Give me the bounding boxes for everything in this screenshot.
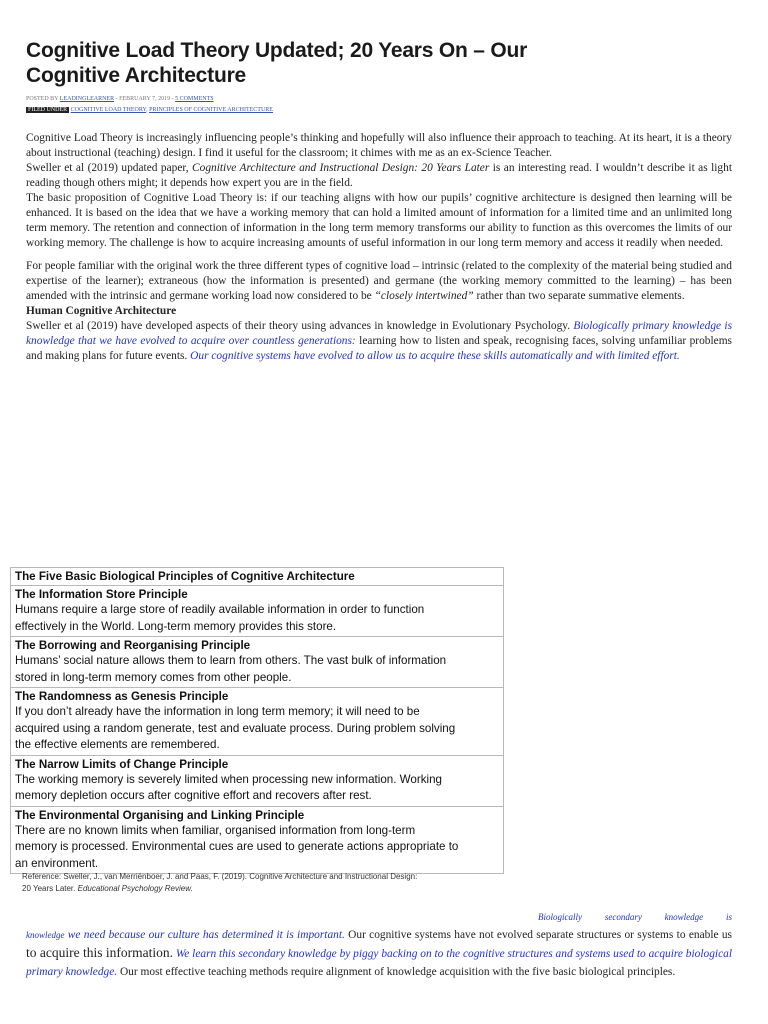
principle-name: The Borrowing and Reorganising Principle <box>15 639 251 652</box>
paragraph-basic-proposition: The basic proposition of Cognitive Load Theory is: if our teaching aligns with how our pupils’ cognitive architecture is designed then learning will be enhanced. It is based on the idea that we have a working memory that can hold a limited amount of information for a limited time and an unlimited long term memory. The retention and connection of information in the long term memory transforms our ability to function as this overcomes the limits of our working memory. The challenge is how to acquire increasing amounts of useful information in our long term memory and access it readily when needed. <box>26 192 732 249</box>
paragraph-secondary-knowledge: Biologically secondary knowledge is knowledge we need because our culture has determined it is important. Our cognitive systems have not evolved separate structures or systems to enable us to acquire this information. We learn this secondary knowledge by piggy backing on to the cognitive structures and systems used to acquire biological primary knowledge. Our most effective teaching methods require alignment of knowledge acquisition with the five basic biological principles. <box>26 912 732 978</box>
highlight-secondary-knowledge-start: Biologically secondary knowledge is <box>538 912 732 922</box>
author-link[interactable]: LEADINGLEARNER <box>59 96 115 102</box>
principle-name: The Environmental Organising and Linking Principle <box>15 808 305 822</box>
table-row: The Environmental Organising and Linking Principle There are no known limits when familiar, organised information from long-term memory is processed. Environmental cues are used to generate actions appropriate to an environment. <box>11 806 503 874</box>
table-row: The Narrow Limits of Change Principle The working memory is severely limited when processing new information. Working memory depletion occurs after cognitive effort and recovers after rest. <box>11 755 503 806</box>
principle-name: The Information Store Principle <box>15 588 188 601</box>
highlight-culture: we need because our culture has determined it is important. <box>64 929 345 941</box>
article-body <box>26 131 732 364</box>
paper-title: Cognitive Architecture and Instructional Design: 20 Years Later <box>192 162 490 174</box>
post-date: FEBRUARY 7, 2019 <box>119 96 171 102</box>
post-meta: POSTED BY LEADINGLEARNER - FEBRUARY 7, 2019 - 5 COMMENTS <box>26 96 214 102</box>
table-row: The Randomness as Genesis Principle If you don’t already have the information in long term memory; it will need to be acquired using a random generate, test and evaluate process. During problem solving the effective elements are remembered. <box>11 687 503 755</box>
highlight-primary-knowledge: Biologically primary knowledge is knowledge that we have evolved to acquire over countless generations: <box>26 320 733 347</box>
category-link-principles[interactable]: PRINCIPLES OF COGNITIVE ARCHITECTURE <box>149 107 273 113</box>
category-link-cognitive-load-theory[interactable]: COGNITIVE LOAD THEORY <box>70 107 147 113</box>
filed-under-label: FILED UNDER <box>28 107 68 113</box>
principles-table-image <box>10 567 504 874</box>
posted-by-label: POSTED BY <box>26 96 59 102</box>
paragraph-evolutionary-psychology: Sweller et al (2019) have developed aspects of their theory using advances in knowledge in Evolutionary Psychology. Biologically primary knowledge is knowledge that we have evolved to acquire over countless generations: learning how to listen and speak, recognising faces, solving unfamiliar problems and making plans for future events. Our cognitive systems have evolved to allow us to acquire these skills automatically and with limited effort. <box>26 320 733 362</box>
table-title: The Five Basic Biological Principles of Cognitive Architecture <box>15 570 355 583</box>
highlight-piggy-backing: We learn this secondary knowledge by piggy backing on to the cognitive structures and systems used to acquire biological primary knowledge. <box>26 948 732 978</box>
table-row: The Information Store Principle Humans require a large store of readily available information in order to function effectively in the World. Long-term memory provides this store. <box>11 585 503 636</box>
principle-name: The Narrow Limits of Change Principle <box>15 757 229 771</box>
principle-name: The Randomness as Genesis Principle <box>15 690 229 703</box>
table-title-row <box>11 568 503 585</box>
filed-under: FILED UNDER COGNITIVE LOAD THEORY, PRINCIPLES OF COGNITIVE ARCHITECTURE <box>28 107 273 113</box>
paragraph-sweller-paper: Sweller et al (2019) updated paper, Cognitive Architecture and Instructional Design: 20 Years Later is an interesting read. I wouldn’t describe it as light reading though others might; it depends how expert you are in the field. <box>26 162 732 189</box>
article-title: Cognitive Load Theory Updated; 20 Years On – Our Cognitive Architecture <box>26 39 528 87</box>
comments-link[interactable]: 5 COMMENTS <box>175 96 214 102</box>
paragraph-intro: Cognitive Load Theory is increasingly influencing people’s thinking and hopefully will also influence their approach to teaching. At its heart, it is a theory about instructional (teaching) design. I find it useful for the classroom; it chimes with me as an ex-Science Teacher. <box>26 132 732 159</box>
highlight-cognitive-systems: Our cognitive systems have evolved to allow us to acquire these skills automatically and with limited effort. <box>190 350 680 362</box>
section-heading: Human Cognitive Architecture <box>26 305 177 317</box>
quote-closely-intertwined: “closely intertwined” <box>374 290 474 302</box>
paragraph-cognitive-load-types: For people familiar with the original work the three different types of cognitive load – intrinsic (related to the complexity of the material being studied and expertise of the learner); extraneous (how the information is presented) and germane (the working memory committed to the learning) – has been amended with the intrinsic and germane working load now considered to be “closely intertwined” rather than two separate summative elements. <box>26 260 732 302</box>
table-row: The Borrowing and Reorganising Principle Humans’ social nature allows them to learn from others. The vast bulk of information stored in long-term memory comes from other people. <box>11 636 503 687</box>
figure-reference: Reference: Sweller, J., van Merriënboer, J. and Paas, F. (2019). Cognitive Architecture and Instructional Design: 20 Years Later. Educational Psychology Review. <box>22 872 418 893</box>
